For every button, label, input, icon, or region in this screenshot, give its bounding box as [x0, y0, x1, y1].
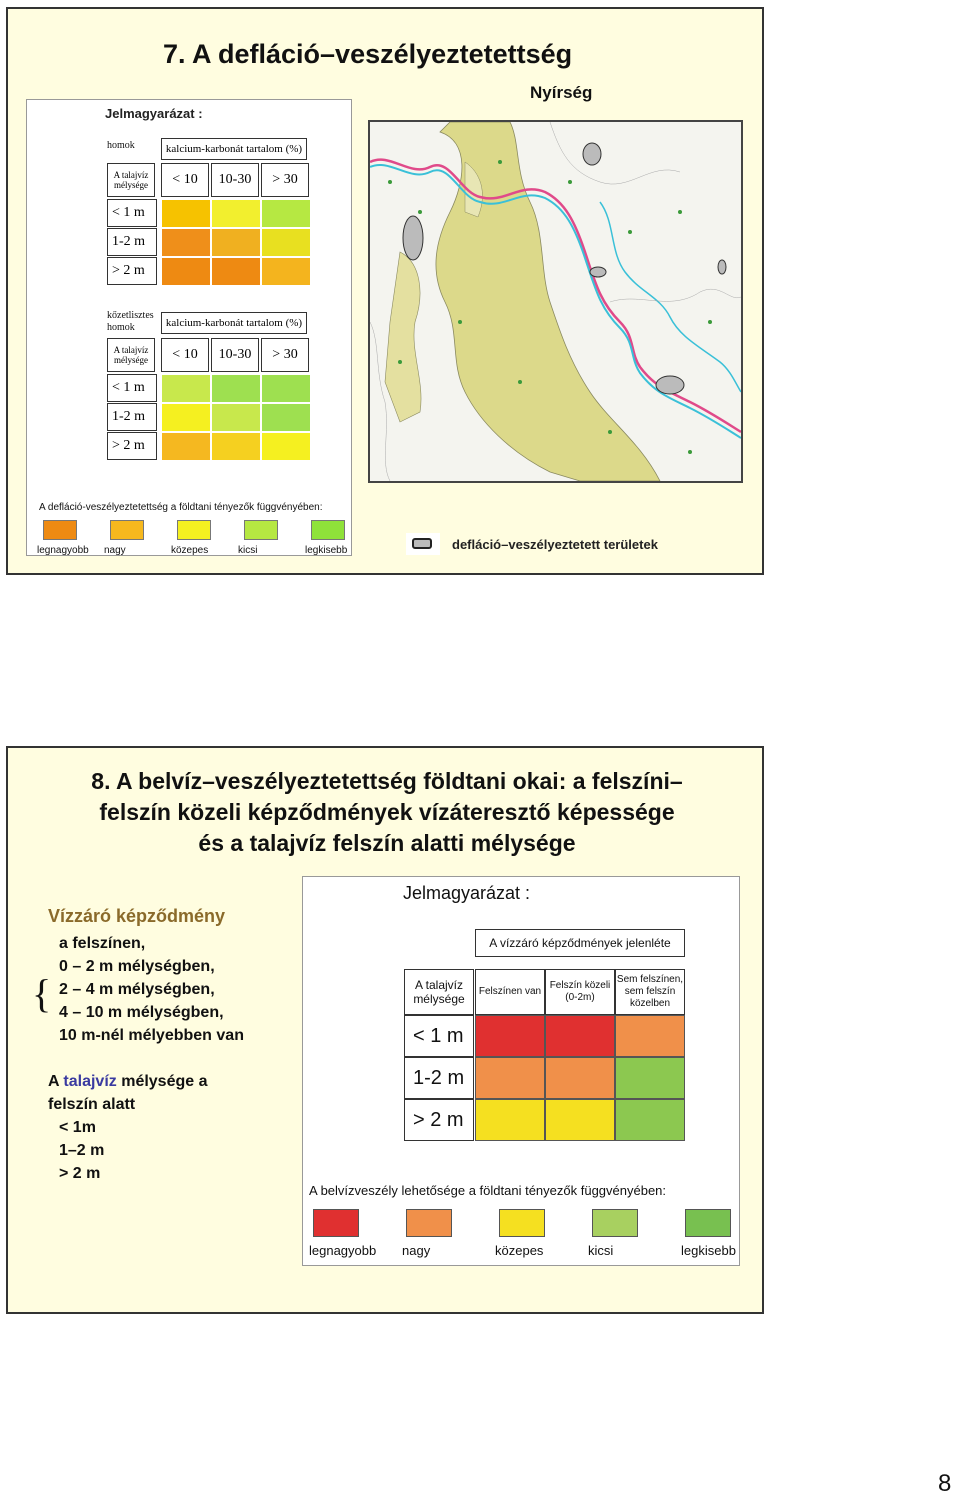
slide-inland-water — [6, 746, 764, 1314]
legend-cell — [261, 374, 311, 403]
scale-label: kicsi — [238, 545, 258, 556]
nyirseg-map — [368, 120, 743, 483]
list-item: 4 – 10 m mélységben, — [59, 1004, 224, 1021]
list-item: a felszínen, — [59, 935, 146, 952]
column-label: < 10 — [161, 163, 209, 197]
row-label: > 2 m — [404, 1099, 474, 1141]
slide-deflation — [6, 7, 764, 575]
brace-symbol: { — [32, 971, 52, 1016]
deflation-area-icon — [412, 538, 432, 549]
legend-cell — [161, 432, 211, 461]
column-label: 10-30 — [211, 338, 259, 372]
legend-cell — [615, 1057, 685, 1099]
inland-water-legend — [302, 876, 740, 1266]
legend-cell — [615, 1015, 685, 1057]
legend-cell — [211, 257, 261, 286]
legend-cell — [475, 1099, 545, 1141]
legend-cell — [161, 374, 211, 403]
list-item: < 1m — [59, 1119, 96, 1136]
legend-cell — [545, 1015, 615, 1057]
column-label: > 30 — [261, 163, 309, 197]
scale-title: A defláció-veszélyeztetettség a földtani tényezők függvényében: — [39, 502, 323, 513]
deflation-area-label: defláció–veszélyeztetett területek — [452, 537, 658, 552]
legend-cell — [475, 1057, 545, 1099]
scale-swatch — [313, 1209, 359, 1237]
legend-cell — [261, 403, 311, 432]
legend-cell — [211, 228, 261, 257]
scale-swatch — [592, 1209, 638, 1237]
title-line: és a talajvíz felszín alatti mélysége — [198, 830, 576, 856]
column-label: 10-30 — [211, 163, 259, 197]
legend-cell — [211, 374, 261, 403]
row-label: < 1 m — [107, 374, 157, 402]
scale-label: közepes — [171, 545, 209, 556]
map-image — [370, 122, 741, 481]
legend-cell — [545, 1057, 615, 1099]
legend-cell — [261, 199, 311, 228]
list-item: 1–2 m — [59, 1142, 105, 1159]
legend-cell — [161, 403, 211, 432]
slide-title: 7. A defláció–veszélyeztetettség — [163, 39, 573, 69]
scale-swatch — [244, 520, 278, 540]
aquitard-presence-header: A vízzáró képződmények jelenléte — [475, 929, 685, 957]
title-line: felszín közeli képződmények vízáteresztő képessége — [99, 799, 675, 825]
row-label: < 1 m — [107, 199, 157, 227]
groundwater-header: A talajvíz mélysége — [404, 969, 474, 1015]
legend-title: Jelmagyarázat : — [105, 106, 203, 121]
row-label: 1-2 m — [404, 1057, 474, 1099]
legend-cell — [161, 199, 211, 228]
legend-title: Jelmagyarázat : — [403, 883, 531, 903]
list-item: > 2 m — [59, 1165, 101, 1182]
soil-type-label: homok — [107, 140, 135, 151]
scale-label: legkisebb — [305, 545, 348, 556]
scale-label: közepes — [495, 1243, 544, 1258]
legend-cell — [615, 1099, 685, 1141]
row-label: < 1 m — [404, 1015, 474, 1057]
legend-cell — [545, 1099, 615, 1141]
legend-cell — [261, 228, 311, 257]
text-prefix: A — [48, 1073, 64, 1090]
row-label: > 2 m — [107, 257, 157, 285]
scale-label: legnagyobb — [37, 545, 89, 556]
scale-swatch — [311, 520, 345, 540]
scale-swatch — [406, 1209, 452, 1237]
heading-line2: felszín alatt — [48, 1096, 136, 1113]
slide-title — [8, 766, 766, 859]
legend-cell — [211, 199, 261, 228]
scale-swatch — [177, 520, 211, 540]
column-label: Sem felszínen, sem felszín közelben — [615, 969, 685, 1015]
aquitard-list — [59, 932, 244, 1047]
scale-title: A belvízveszély lehetősége a földtani tényezők függvényében: — [309, 1183, 667, 1198]
column-label: > 30 — [261, 338, 309, 372]
scale-label: legkisebb — [681, 1243, 736, 1258]
legend-cell — [161, 228, 211, 257]
page-number: 8 — [938, 1470, 952, 1497]
legend-cell — [211, 432, 261, 461]
row-label: 1-2 m — [107, 403, 157, 431]
deflation-legend — [26, 99, 352, 556]
highlight-word: talajvíz — [63, 1073, 117, 1090]
row-label: > 2 m — [107, 432, 157, 460]
row-label: 1-2 m — [107, 228, 157, 256]
groundwater-heading — [48, 1070, 208, 1116]
map-key-frame — [406, 533, 440, 555]
groundwater-header: A talajvíz mélysége — [107, 163, 155, 197]
scale-swatch — [43, 520, 77, 540]
list-item: 10 m-nél mélyebben van — [59, 1027, 244, 1044]
list-item: 2 – 4 m mélységben, — [59, 981, 215, 998]
scale-label: nagy — [402, 1243, 431, 1258]
legend-cell — [475, 1015, 545, 1057]
groundwater-list — [59, 1116, 104, 1185]
scale-label: legnagyobb — [309, 1243, 377, 1258]
legend-cell — [261, 432, 311, 461]
scale-swatch — [685, 1209, 731, 1237]
title-line: 8. A belvíz–veszélyeztetettség földtani okai: a felszíni– — [91, 768, 683, 794]
carbonate-header: kalcium-karbonát tartalom (%) — [161, 138, 307, 160]
soil-type-label: kőzetlisztes homok — [107, 310, 154, 333]
carbonate-header: kalcium-karbonát tartalom (%) — [161, 312, 307, 334]
scale-label: nagy — [104, 545, 126, 556]
region-label: Nyírség — [530, 83, 593, 102]
legend-cell — [211, 403, 261, 432]
scale-swatch — [110, 520, 144, 540]
list-item: 0 – 2 m mélységben, — [59, 958, 215, 975]
text-suffix: mélysége a — [116, 1073, 208, 1090]
legend-cell — [161, 257, 211, 286]
column-label: Felszínen van — [475, 969, 545, 1015]
groundwater-header: A talajvíz mélysége — [107, 338, 155, 372]
column-label: Felszín közeli (0-2m) — [545, 969, 615, 1015]
scale-swatch — [499, 1209, 545, 1237]
aquitard-heading: Vízzáró képződmény — [48, 906, 226, 926]
scale-label: kicsi — [588, 1243, 614, 1258]
legend-cell — [261, 257, 311, 286]
column-label: < 10 — [161, 338, 209, 372]
